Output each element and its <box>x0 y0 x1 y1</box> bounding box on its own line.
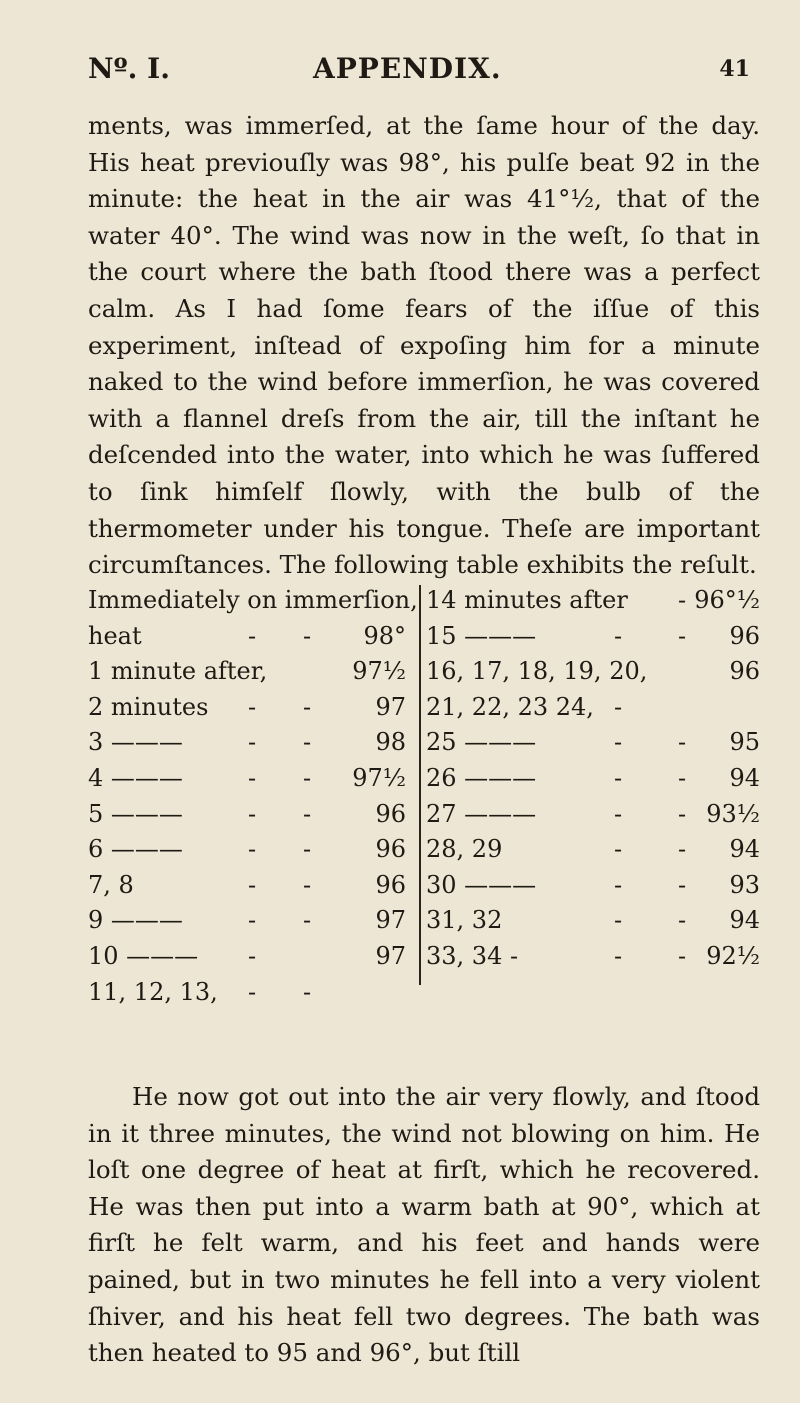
table-row <box>426 832 760 868</box>
row-dash: - <box>678 728 687 757</box>
table-row <box>426 583 760 619</box>
table-row <box>426 690 760 726</box>
row-label: 16, 17, 18, 19, 20, <box>426 657 648 686</box>
row-value: 94 <box>729 763 760 792</box>
page-number: 41 <box>719 56 750 82</box>
table-row <box>88 619 414 655</box>
row-label: 28, 29 <box>426 835 503 864</box>
row-dash: - <box>248 763 257 792</box>
row-value: 93½ <box>706 799 760 828</box>
table-row <box>426 797 760 833</box>
row-dash: - <box>303 977 312 1006</box>
row-dash: - <box>248 870 257 899</box>
row-label: Immediately on immerſion, <box>88 586 418 614</box>
row-dash: - <box>614 621 623 650</box>
row-label: 4 ——— <box>88 763 183 792</box>
row-value: 96°½ <box>694 586 760 614</box>
table-row <box>88 761 414 797</box>
table-row <box>88 797 414 833</box>
row-dash: - <box>678 906 687 935</box>
row-dash: - <box>248 621 257 650</box>
row-dash: - <box>303 728 312 757</box>
paragraph-intro: ments, was immerſed, at the ſame hour of the day. His heat previouſly was 98°, his pulſe beat 92 in the minute: the heat in the air was 41°½, that of the water 40°. The wind was now in the weſt, ſo that in the court where the bath ſtood there was a perfect calm. As I had ſome fears of the iſſue of this experiment, inſtead of expoſing him for a minute naked to the wind before immerſion, he was covered with a flannel dreſs from the air, till the inſtant he deſcended into the water, into which he was ſuffered to ſink himſelf ſlowly, with the bulb of the thermometer under his tongue. Theſe are important circumſtances. The following table exhibits the reſult. <box>88 111 760 580</box>
row-dash: - <box>303 763 312 792</box>
table-row <box>88 975 414 1011</box>
row-dash: - <box>248 799 257 828</box>
column-divider <box>419 585 421 985</box>
row-dash: - <box>614 799 623 828</box>
row-label: 10 ——— <box>88 941 199 970</box>
table-row <box>88 725 414 761</box>
row-value: 92½ <box>706 941 760 970</box>
running-header <box>88 52 750 92</box>
row-dash: - <box>248 692 257 721</box>
row-dash: - <box>678 586 687 614</box>
row-value: 97½ <box>352 763 406 792</box>
row-dash: - <box>614 941 623 970</box>
row-dash: - <box>614 870 623 899</box>
table-row <box>88 868 414 904</box>
row-dash: - <box>303 621 312 650</box>
row-dash: - <box>303 835 312 864</box>
row-label: heat <box>88 621 142 650</box>
row-value: 94 <box>729 906 760 935</box>
row-dash: - <box>303 799 312 828</box>
row-dash: - <box>678 763 687 792</box>
row-label: 11, 12, 13, <box>88 977 218 1006</box>
row-label: 25 ——— <box>426 728 537 757</box>
row-label: 9 ——— <box>88 906 183 935</box>
row-dash: - <box>614 835 623 864</box>
row-label: 26 ——— <box>426 763 537 792</box>
row-dash: - <box>248 941 257 970</box>
row-value: 97 <box>375 692 406 721</box>
table-row <box>426 868 760 904</box>
table-row <box>426 619 760 655</box>
paragraph-continuation: He now got out into the air very flowly, and ſtood in it three minutes, the wind not blowing on him. He loſt one degree of heat at firſt, which he recovered. He was then put into a warm bath at 90°, which at firſt he felt warm, and his feet and hands were pained, but in two minutes he fell into a very violent ſhiver, and his heat fell two degrees. The bath was then heated to 95 and 96°, but ſtill <box>88 1082 760 1368</box>
row-label: 27 ——— <box>426 799 537 828</box>
table-row <box>88 690 414 726</box>
row-label: 30 ——— <box>426 870 537 899</box>
row-label: 31, 32 <box>426 906 503 935</box>
row-value: 98° <box>363 621 406 650</box>
row-value: 95 <box>729 728 760 757</box>
table-row <box>88 832 414 868</box>
row-dash: - <box>248 906 257 935</box>
row-value: 96 <box>729 657 760 686</box>
row-value: 96 <box>375 835 406 864</box>
row-dash: - <box>614 906 623 935</box>
table-row <box>88 939 414 975</box>
temperature-table <box>88 583 760 1058</box>
table-column-right <box>426 583 760 975</box>
table-row <box>88 654 414 690</box>
row-value: 96 <box>375 870 406 899</box>
row-label: 5 ——— <box>88 799 183 828</box>
row-dash: - <box>614 763 623 792</box>
row-label: 1 minute after, <box>88 657 268 686</box>
row-dash: - <box>678 799 687 828</box>
page-title: APPENDIX. <box>313 52 502 85</box>
row-dash: - <box>678 835 687 864</box>
table-column-left <box>88 583 418 1010</box>
row-dash: - <box>303 692 312 721</box>
row-dash: - <box>248 728 257 757</box>
row-value: 96 <box>729 621 760 650</box>
table-row <box>426 761 760 797</box>
table-row <box>426 939 760 975</box>
row-dash: - <box>248 977 257 1006</box>
table-row <box>426 654 760 690</box>
row-dash: - <box>678 941 687 970</box>
row-value: 93 <box>729 870 760 899</box>
row-label: 7, 8 <box>88 870 134 899</box>
table-row <box>88 583 418 619</box>
row-value: 98 <box>375 728 406 757</box>
row-value: 94 <box>729 835 760 864</box>
row-label: 15 ——— <box>426 621 537 650</box>
section-number: Nº. I. <box>88 52 170 85</box>
row-value: 97 <box>375 906 406 935</box>
row-label: 33, 34 - <box>426 941 519 970</box>
row-value: 97½ <box>352 657 406 686</box>
row-dash: - <box>303 870 312 899</box>
row-dash: - <box>678 621 687 650</box>
row-label: 6 ——— <box>88 835 183 864</box>
row-dash: - <box>614 728 623 757</box>
row-value: 96 <box>375 799 406 828</box>
row-value: 97 <box>375 941 406 970</box>
table-row <box>426 903 760 939</box>
row-label: 21, 22, 23 24, <box>426 692 594 721</box>
row-label: 14 minutes after <box>426 586 628 614</box>
row-dash: - <box>678 870 687 899</box>
row-label: 2 minutes <box>88 692 209 721</box>
table-row <box>426 725 760 761</box>
row-dash: - <box>614 692 623 721</box>
row-dash: - <box>248 835 257 864</box>
row-dash: - <box>303 906 312 935</box>
row-label: 3 ——— <box>88 728 183 757</box>
table-row <box>88 903 414 939</box>
